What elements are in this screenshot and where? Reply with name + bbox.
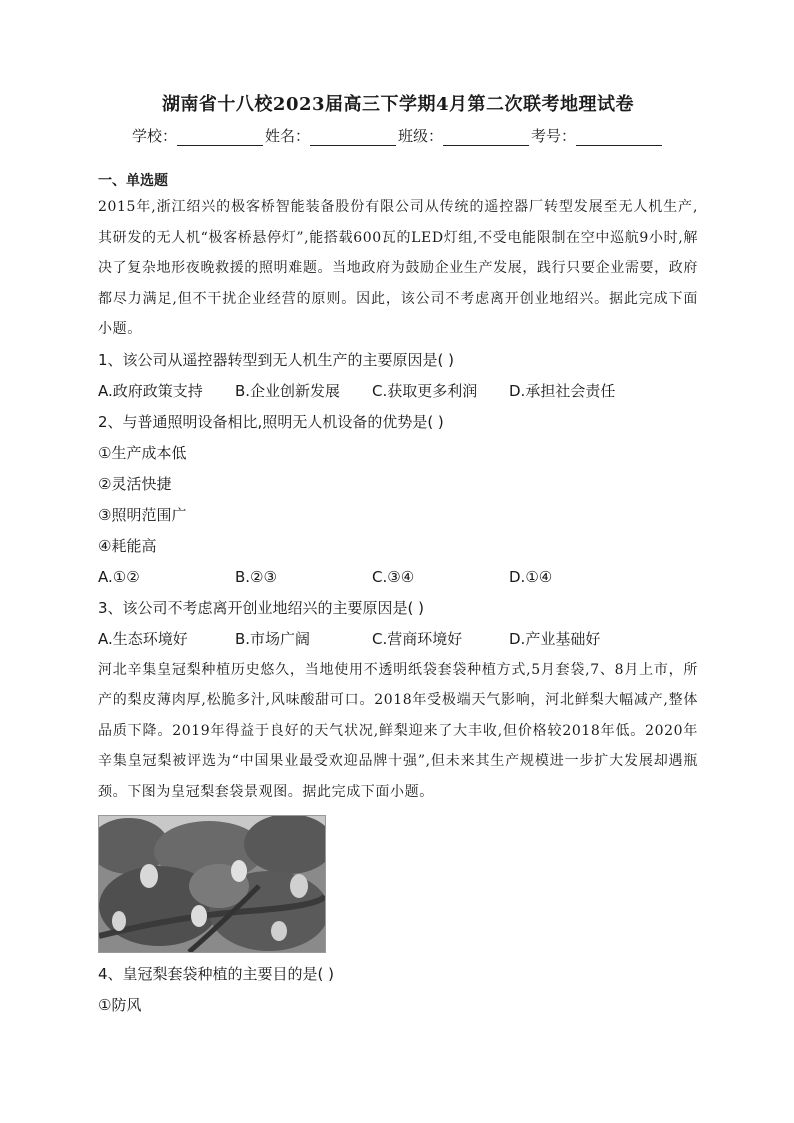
section-heading: 一、单选题 [98,173,168,189]
exam-number-label: 考号： [531,127,577,145]
school-label: 学校： [131,127,177,145]
question-2-stem: 2、与普通照明设备相比,照明无人机设备的优势是( ) [98,412,444,431]
question-4-item: ①防风 [98,996,142,1014]
question-1-options [98,376,698,407]
question-1-stem: 1、该公司从遥控器转型到无人机生产的主要原因是( ) [98,350,455,369]
option-b[interactable]: B.企业创新发展 [235,381,341,400]
option-a[interactable]: A.①② [98,567,140,586]
exam-page [98,90,698,1021]
exam-title: 湖南省十八校2023届高三下学期4月第二次联考地理试卷 [161,94,635,115]
option-d[interactable]: D.①④ [509,567,553,586]
question-3-stem: 3、该公司不考虑离开创业地绍兴的主要原因是( ) [98,598,425,617]
student-info-row [98,122,698,146]
option-a[interactable]: A.生态环境好 [98,629,188,648]
question-2-item: ④耗能高 [98,536,157,555]
passage-1: 2015年,浙江绍兴的极客桥智能装备股份有限公司从传统的遥控器厂转型发展至无人机生产,其研发的无人机“极客桥悬停灯”,能搭载600瓦的LED灯组,不受电能限制在空中巡航9小时,解决了复杂地形夜晚救援的照明难题。当地政府为鼓励企业生产发展，践行只要企业需要，政府都尽力满足,但不干扰企业经营的原则。因此，该公司不考虑离开创业地绍兴。据此完成下面小题。 [98,199,698,337]
class-blank[interactable] [443,129,529,146]
option-b[interactable]: B.②③ [235,567,277,586]
option-c[interactable]: C.③④ [372,567,415,586]
name-blank[interactable] [310,129,396,146]
option-d[interactable]: D.承担社会责任 [509,381,616,400]
option-b[interactable]: B.市场广阔 [235,629,311,648]
name-label: 姓名： [264,127,310,145]
option-d[interactable]: D.产业基础好 [509,629,601,648]
option-a[interactable]: A.政府政策支持 [98,381,203,400]
question-2-item: ①生产成本低 [98,443,187,462]
question-2-item: ②灵活快捷 [98,474,172,493]
option-c[interactable]: C.营商环境好 [372,629,463,648]
passage-2: 河北辛集皇冠梨种植历史悠久，当地使用不透明纸袋套袋种植方式,5月套袋,7、8月上市，所产的梨皮薄肉厚,松脆多汁,风味酸甜可口。2018年受极端天气影响，河北鲜梨大幅减产,整体品质下降。2019年得益于良好的天气状况,鲜梨迎来了大丰收,但价格较2018年低。2020年辛集皇冠梨被评选为“中国果业最受欢迎品牌十强”,但未来其生产规模进一步扩大发展却遇瓶颈。下图为皇冠梨套袋景观图。据此完成下面小题。 [98,661,698,800]
class-label: 班级： [398,127,444,145]
question-2-options [98,562,698,593]
question-2-item: ③照明范围广 [98,505,187,524]
option-c[interactable]: C.获取更多利润 [372,381,478,400]
exam-number-blank[interactable] [576,129,662,146]
question-4-stem: 4、皇冠梨套袋种植的主要目的是( ) [98,965,335,983]
school-blank[interactable] [177,129,263,146]
question-3-options [98,624,698,655]
pear-orchard-photo [98,815,326,953]
